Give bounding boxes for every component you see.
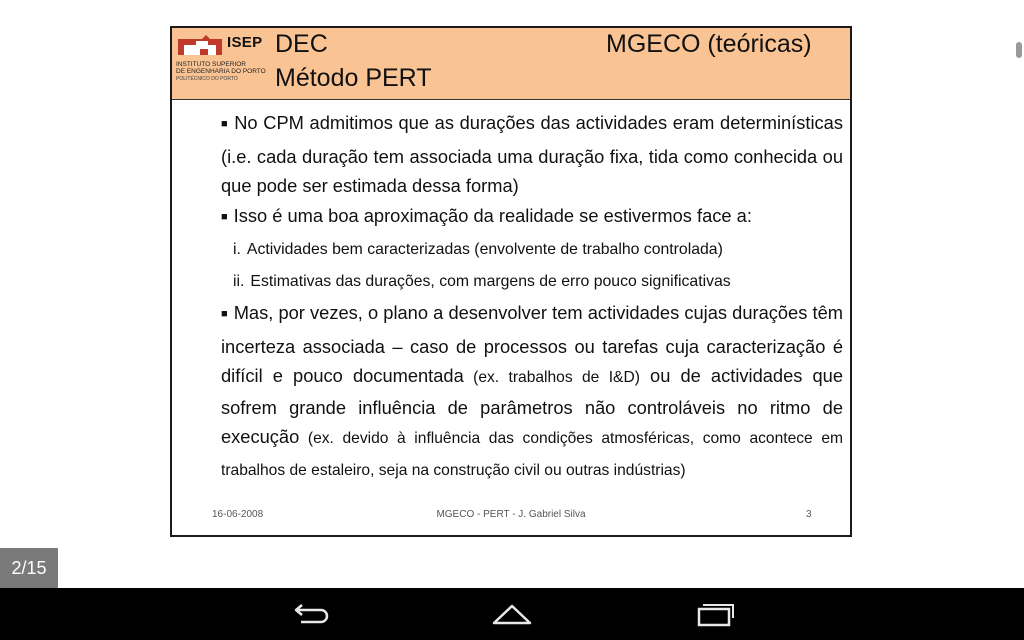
slide-footer: [172, 509, 850, 525]
isep-logo: [176, 33, 266, 88]
slide: [170, 26, 852, 537]
header-dept: DEC: [275, 30, 328, 58]
bullet-icon: ■: [221, 118, 229, 130]
footer-title: MGECO - PERT - J. Gabriel Silva: [436, 509, 586, 520]
paragraph-3: ■ Mas, por vezes, o plano a desenvolver tem actividades cujas durações têm incerteza associada – caso de processos ou tarefas cuja caracterização é difícil e pouco documentada (ex. trabalhos de I&D) ou de actividades que sofrem grande influência de parâmetros não controláveis no ritmo de execução (ex. devido à influência das condições atmosféricas, como acontece em trabalhos de estaleiro, seja na construção civil ou outras indústrias): [221, 302, 844, 479]
back-icon: [281, 596, 341, 632]
slide-title: Método PERT: [275, 64, 432, 92]
logo-subtitle-1: INSTITUTO SUPERIOR: [176, 61, 246, 68]
footer-page-number: 3: [806, 509, 812, 520]
home-button[interactable]: [482, 596, 542, 632]
bullet-icon: ■: [221, 308, 228, 320]
bullet-icon: ■: [221, 210, 228, 223]
footer-date: 16-06-2008: [212, 509, 264, 520]
header-course: MGECO (teóricas): [606, 30, 812, 58]
list-item: ii. Estimativas das durações, com margens de erro pouco significativas: [233, 273, 731, 290]
back-button[interactable]: [281, 596, 341, 632]
scrollbar-thumb[interactable]: [1016, 42, 1022, 58]
logo-subtitle-3: POLITÉCNICO DO PORTO: [176, 76, 238, 82]
home-icon: [482, 596, 542, 632]
logo-subtitle-2: DE ENGENHARIA DO PORTO: [176, 68, 266, 75]
recent-apps-button[interactable]: [684, 596, 744, 632]
list-item: i. Actividades bem caracterizadas (envolvente de trabalho controlada): [233, 241, 723, 258]
slide-body: [221, 108, 843, 485]
logo-text: ISEP: [227, 34, 263, 51]
paragraph-1: ■ No CPM admitimos que as durações das actividades eram determinísticas (i.e. cada duração tem associada uma duração fixa, tida como conhecida ou que pode ser estimada dessa forma): [221, 112, 843, 196]
system-navigation-bar: [0, 588, 1024, 640]
paragraph-2: ■ Isso é uma boa aproximação da realidade se estivermos face a:: [221, 204, 752, 226]
recent-apps-icon: [684, 596, 744, 632]
isep-logo-icon: [178, 35, 222, 55]
slide-header: [172, 28, 850, 100]
page-counter: 2/15: [0, 548, 58, 588]
